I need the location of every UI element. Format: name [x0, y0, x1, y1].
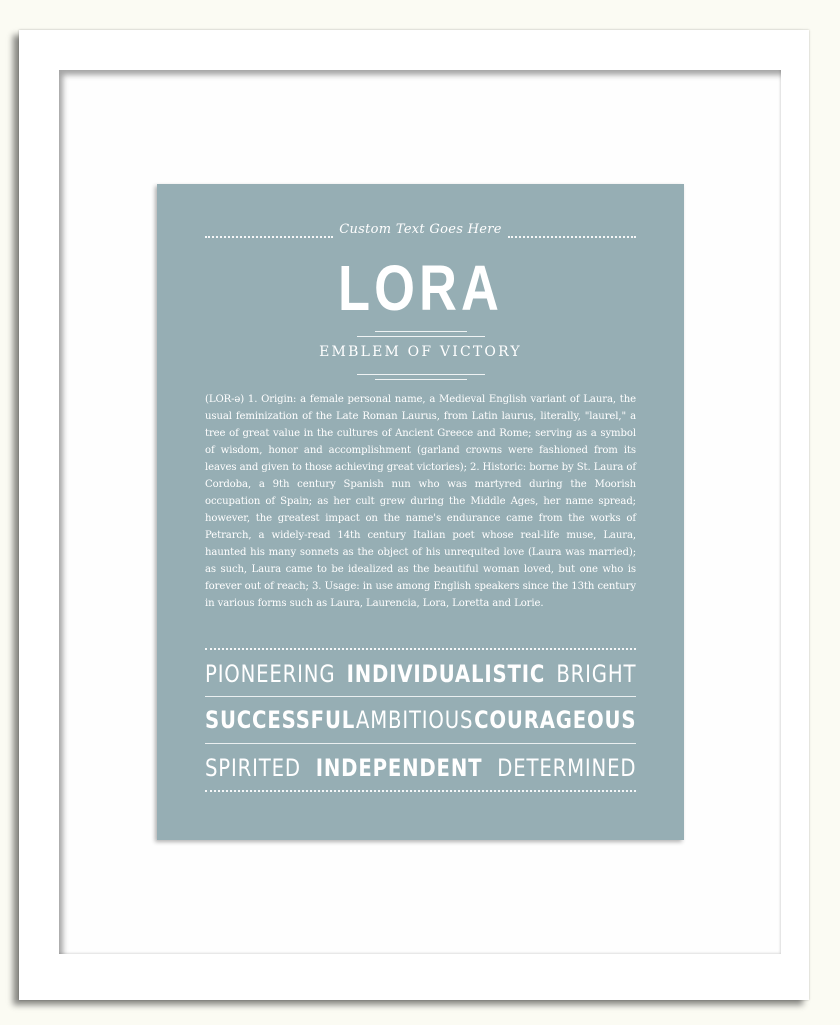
dotted-divider-traits-bottom — [205, 790, 636, 792]
trait-word: COURAGEOUS — [474, 706, 637, 734]
trait-word: DETERMINED — [497, 754, 637, 782]
picture-frame — [19, 30, 809, 1000]
trait-word: AMBITIOUS — [355, 706, 474, 734]
name-title: LORA — [337, 252, 504, 324]
trait-word: PIONEERING — [205, 660, 336, 688]
dotted-divider-traits-top — [205, 648, 636, 650]
trait-word: BRIGHT — [556, 660, 637, 688]
custom-text: Custom Text Goes Here — [339, 222, 502, 237]
frame-mat — [59, 70, 781, 954]
trait-row-2 — [205, 702, 636, 738]
rule-lower-wide — [357, 374, 485, 375]
trait-word: SUCCESSFUL — [205, 706, 356, 734]
custom-text-row — [205, 220, 636, 244]
trait-word: INDEPENDENT — [315, 754, 483, 782]
name-meaning: EMBLEM OF VICTORY — [319, 344, 522, 360]
trait-row-1 — [205, 656, 636, 692]
rule-upper-wide — [357, 336, 485, 337]
trait-separator-2 — [205, 743, 636, 744]
trait-word: INDIVIDUALISTIC — [346, 660, 546, 688]
rule-upper — [375, 331, 467, 332]
trait-row-3 — [205, 750, 636, 786]
trait-word: SPIRITED — [205, 754, 301, 782]
trait-separator-1 — [205, 696, 636, 697]
dotted-divider-right — [508, 236, 636, 238]
name-definition: (LOR-ə) 1. Origin: a female personal name, a Medieval English variant of Laura, the usual feminization of the Late Roman Laurus, from Latin laurus, literally, "laurel," a tree of great value in the cultures of Ancient Greece and Rome; serving as a symbol of wisdom, honor and accomplishment (garland crowns were fashioned from its leaves and given to those achieving great victories); 2. Historic: borne by St. Laura of Cordoba, a 9th century Spanish nun who was martyred during the Moorish occupation of Spain; as her cult grew during the Middle Ages, her name spread; however, the greatest impact on the name's endurance came from the works of Petrarch, a widely-read 14th century Italian poet whose real-life muse, Laura, haunted his many sonnets as the object of his unrequited love (Laura was married); as such, Laura came to be idealized as the beautiful woman loved, but one who is forever out of reach; 3. Usage: in use among English speakers since the 13th century in various forms such as Laura, Laurencia, Lora, Loretta and Lorie. — [205, 394, 636, 609]
rule-lower — [375, 379, 467, 380]
name-art-print — [157, 184, 684, 840]
